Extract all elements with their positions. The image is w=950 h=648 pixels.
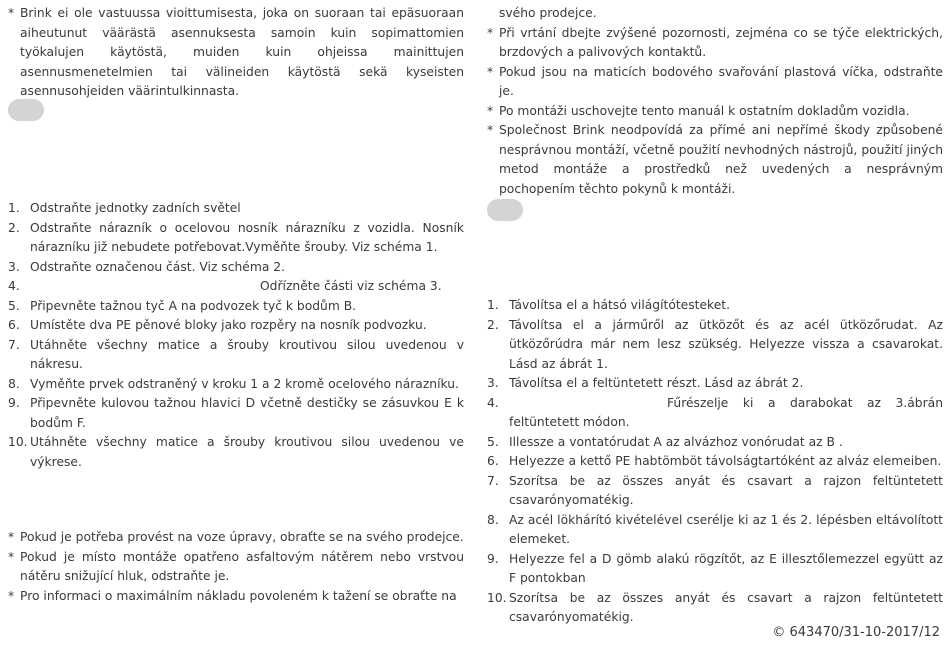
list-item: 10. Utáhněte všechny matice a šrouby kroutivou silou uvedenou ve výkrese. — [8, 435, 464, 469]
list-item: 7. Szorítsa be az összes anyát és csavart a rajzon feltüntetett csavarónyomatékig. — [487, 473, 943, 507]
list-item: 7. Utáhněte všechny matice a šrouby kroutivou silou uvedenou v nákresu. — [8, 337, 464, 371]
list-item: 2. Odstraňte nárazník o ocelovou nosník nárazníku z vozidla. Nosník nárazníku již nebudete potřebovat.Vyměňte šrouby. Viz schéma 1. — [8, 220, 464, 254]
list-item: 2. Távolítsa el a járműről az ütközőt és az acél ütközőrudat. Az ütközőrúdra már nem lesz szükség. Helyezze vissza a csavarokat. Lásd az ábrát 1. — [487, 317, 943, 371]
language-badge-placeholder — [487, 199, 523, 221]
list-item: 5. Illessze a vontatórudat A az alvázhoz vonórudat az B . — [487, 434, 843, 449]
note-continuation: svého prodejce. — [499, 6, 597, 20]
note-item: * Pokud je potřeba provést na voze úpravy, obraťte se na svého prodejce. — [8, 530, 464, 544]
list-item: 10. Szorítsa be az összes anyát és csavart a rajzon feltüntetett csavarónyomatékig. — [487, 590, 943, 624]
note-item: * Pokud jsou na maticích bodového svařování plastová víčka, odstraňte je. — [487, 64, 943, 98]
left-top-notes — [8, 4, 464, 102]
list-item: 4. Odřízněte části viz schéma 3. — [8, 279, 442, 293]
note-item: * Po montáži uschovejte tento manuál k ostatním dokladům vozidla. — [487, 103, 910, 118]
list-item: 9. Připevněte kulovou tažnou hlavici D včetně destičky se zásuvkou E k bodům F. — [8, 396, 464, 430]
note-item: * Brink ei ole vastuussa vioittumisesta, joka on suoraan tai epäsuoraan aiheutunut väärästä asennuksesta samoin kuin sopimattomien työkalujen käytöstä, muiden kuin ohjeissa mainittujen asennusmenetelmien tai välineiden käytöstä sekä kyseisten asennusohjeiden väärintulkinnasta. — [8, 6, 464, 98]
left-steps-list — [8, 199, 464, 472]
list-item: 6. Helyezze a kettő PE habtömböt távolságtartóként az alváz elemeiben. — [487, 454, 942, 468]
note-item: * Společnost Brink neodpovídá za přímé ani nepřímé škody způsobené nesprávnou montáží, včetně použití nevhodných nástrojů, použití jiných metod montáže a prostředků než uvedených a nesprávným pochopením těchto pokynů k montáži. — [487, 123, 943, 196]
list-item: 1. Távolítsa el a hátsó világítótesteket. — [487, 298, 731, 312]
language-badge-placeholder — [8, 99, 44, 121]
list-item: 3. Távolítsa el a feltüntetett részt. Lásd az ábrát 2. — [487, 376, 804, 390]
list-item: 9. Helyezze fel a D gömb alakú rögzítőt, az E illesztőlemezzel együtt az F pontokban — [487, 551, 943, 585]
list-item: 6. Umístěte dva PE pěnové bloky jako rozpěry na nosník podvozku. — [8, 318, 427, 332]
list-item: 8. Az acél lökhárító kivételével cserélje ki az 1 és 2. lépésben eltávolított elemeket. — [487, 512, 943, 546]
list-item: 1. Odstraňte jednotky zadních světel — [8, 201, 241, 215]
note-item: * Pro informaci o maximálním nákladu povoleném k tažení se obraťte na — [8, 588, 457, 603]
left-bottom-notes — [8, 528, 464, 606]
right-steps-list — [487, 296, 943, 628]
list-item: 8. Vyměňte prvek odstraněný v kroku 1 a 2 kromě ocelového nárazníku. — [8, 376, 459, 391]
note-item: * Pokud je místo montáže opatřeno asfaltovým nátěrem nebo vrstvou nátěru snižující hluk, odstraňte je. — [8, 549, 464, 583]
list-item: 3. Odstraňte označenou část. Viz schéma 2. — [8, 259, 285, 274]
right-top-notes — [487, 4, 943, 199]
bullet: * — [8, 6, 15, 20]
list-item: 4. Fűrészelje ki a darabokat az 3.ábrán feltüntetett módon. — [487, 395, 943, 429]
list-item: 5. Připevněte tažnou tyč A na podvozek tyč k bodům B. — [8, 298, 357, 313]
note-item: * Při vrtání dbejte zvýšené pozornosti, zejména co se týče elektrických, brzdových a palivových kontaktů. — [487, 25, 943, 59]
page-footer: © 643470/31-10-2017/12 — [772, 625, 940, 640]
